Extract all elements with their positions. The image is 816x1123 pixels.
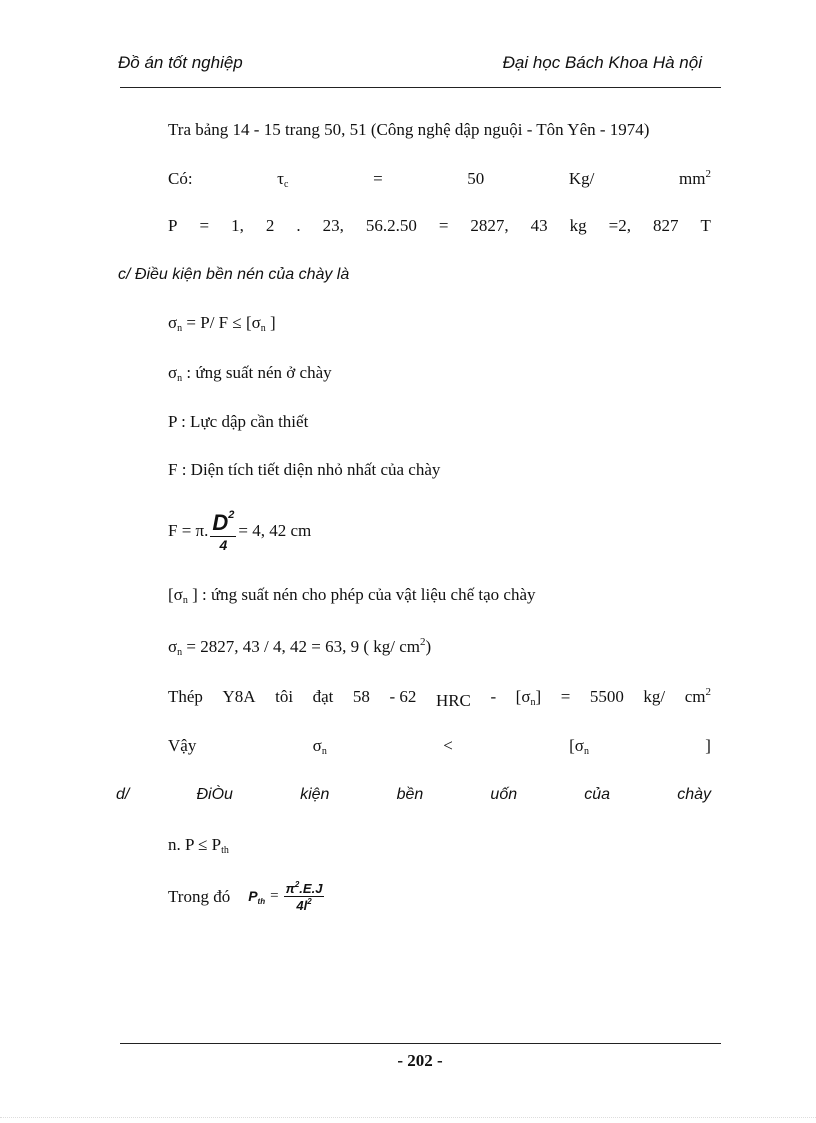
definition-sigma-n: [168, 363, 332, 384]
token: HRC: [435, 691, 471, 710]
formula-area: [168, 509, 311, 553]
token: uốn: [490, 786, 518, 803]
sym: P: [248, 887, 258, 904]
denominator: 4: [219, 537, 228, 553]
token: đạt: [312, 687, 334, 706]
symbol-tau: $\tau_c$: [277, 169, 289, 190]
text: = 4, 42 cm: [238, 521, 312, 540]
sup: 2: [228, 509, 235, 521]
sub: th: [221, 845, 229, 856]
text: Trong đó: [168, 886, 231, 906]
token: [569, 736, 589, 757]
text: = 2827, 43 / 4, 42 = 63, 9 ( kg/ cm: [182, 637, 420, 656]
token: [313, 736, 327, 757]
sup: 2: [419, 636, 426, 648]
sym: π: [285, 881, 295, 896]
definition-p: P : Lực dập cần thiết: [168, 412, 309, 431]
header-left: Đồ án tốt nghiệp: [118, 53, 243, 72]
token: Vậy: [168, 736, 197, 755]
token: P: [168, 216, 178, 235]
text: cm: [684, 687, 706, 706]
fraction-critical-force: [284, 880, 325, 913]
sub: n: [177, 647, 183, 658]
page-number: - 202 -: [397, 1051, 443, 1070]
label-co: Có:: [168, 169, 193, 188]
formula-compressive-condition: [168, 313, 276, 334]
sup: 2: [705, 686, 711, 698]
token: Y8A: [222, 687, 256, 706]
token: Thép: [168, 687, 203, 706]
token: 5500: [589, 687, 624, 706]
sym: D: [212, 510, 229, 535]
text: ): [425, 637, 432, 656]
symbol-pth: [248, 888, 265, 906]
conclusion-compare: [168, 736, 711, 757]
denominator: [296, 897, 311, 913]
material-spec: [168, 686, 711, 708]
formula-force: [168, 216, 711, 236]
sym: σ: [168, 637, 178, 656]
sub: n: [177, 323, 183, 334]
token: 2: [265, 216, 275, 235]
formula-bending-condition: [168, 835, 229, 856]
sym: [σ: [168, 585, 183, 604]
formula-sigma-value: [168, 636, 431, 658]
sym: [σ: [569, 736, 584, 755]
definition-f: F : Diện tích tiết diện nhỏ nhất của chày: [168, 460, 441, 479]
token: 58: [352, 687, 370, 706]
unit-mm: $mm^2$: [679, 168, 711, 188]
token: 827: [653, 216, 679, 235]
token: tôi: [275, 687, 294, 706]
sub: n: [583, 746, 589, 757]
text: 4l: [296, 898, 308, 913]
token: 56.2.50: [365, 216, 417, 235]
token: kg: [569, 216, 587, 235]
token: của: [584, 786, 611, 803]
token: ĐiÒu: [196, 786, 233, 803]
token: 2827,: [470, 216, 509, 235]
token: -: [490, 687, 497, 706]
header-right: Đại học Bách Khoa Hà nội: [502, 53, 702, 72]
sym: σ: [168, 313, 178, 332]
token: =: [560, 687, 571, 706]
sym: σ: [312, 736, 322, 755]
token: 23,: [322, 216, 344, 235]
token: [685, 686, 711, 707]
sub: n: [182, 595, 188, 606]
token: 43: [530, 216, 548, 235]
sym: [σ: [515, 687, 531, 706]
token: =: [199, 216, 210, 235]
text: F = π.: [168, 521, 209, 540]
token: kiện: [300, 786, 330, 803]
section-heading-c: c/ Điều kiện bền nén của chày là: [118, 266, 350, 283]
token: <: [443, 736, 453, 755]
sub: n: [260, 323, 266, 334]
token: [516, 687, 542, 708]
text: = P/ F ≤ [σ: [182, 313, 261, 332]
fraction-d2-over-4: [210, 509, 236, 553]
footer-rule: [120, 1043, 721, 1044]
token: chày: [677, 786, 711, 803]
sym: σ: [168, 363, 178, 382]
numerator: [284, 880, 325, 897]
text: .E.J: [299, 881, 323, 896]
token: kg/: [643, 687, 666, 706]
token: - 62: [389, 687, 417, 706]
value-50: 50: [467, 169, 485, 188]
sup: 2: [294, 880, 300, 889]
page-edge: [0, 1117, 816, 1118]
token: =2,: [608, 216, 631, 235]
sub: n: [321, 746, 327, 757]
numerator: [210, 509, 236, 537]
text: : ứng suất nén ở chày: [182, 363, 332, 382]
sub: th: [257, 896, 266, 906]
equals-sign: =: [270, 888, 279, 904]
sub: n: [177, 373, 183, 384]
token: T: [700, 216, 711, 235]
definition-allowable-stress: [168, 585, 536, 606]
text: ]: [265, 313, 276, 332]
sub: n: [530, 697, 536, 708]
text: ]: [535, 687, 542, 706]
token: =: [438, 216, 449, 235]
formula-shear-stress: [168, 168, 711, 190]
header-rule: [120, 87, 721, 88]
token: d/: [116, 786, 130, 803]
section-heading-d: [116, 786, 711, 804]
token: bền: [396, 786, 424, 803]
text: ] : ứng suất nén cho phép của vật liệu chế tạo chày: [187, 585, 536, 604]
text: n. P ≤ P: [168, 835, 222, 854]
unit-kg: Kg/: [568, 169, 595, 188]
token: ]: [705, 736, 711, 755]
formula-critical-force: [168, 880, 324, 913]
sup: 2: [307, 897, 312, 906]
equals-sign: =: [373, 169, 383, 188]
text-line-table-ref: Tra bảng 14 - 15 trang 50, 51 (Công nghệ dập nguội - Tôn Yên - 1974): [168, 120, 650, 139]
token: .: [296, 216, 301, 235]
token: 1,: [231, 216, 244, 235]
